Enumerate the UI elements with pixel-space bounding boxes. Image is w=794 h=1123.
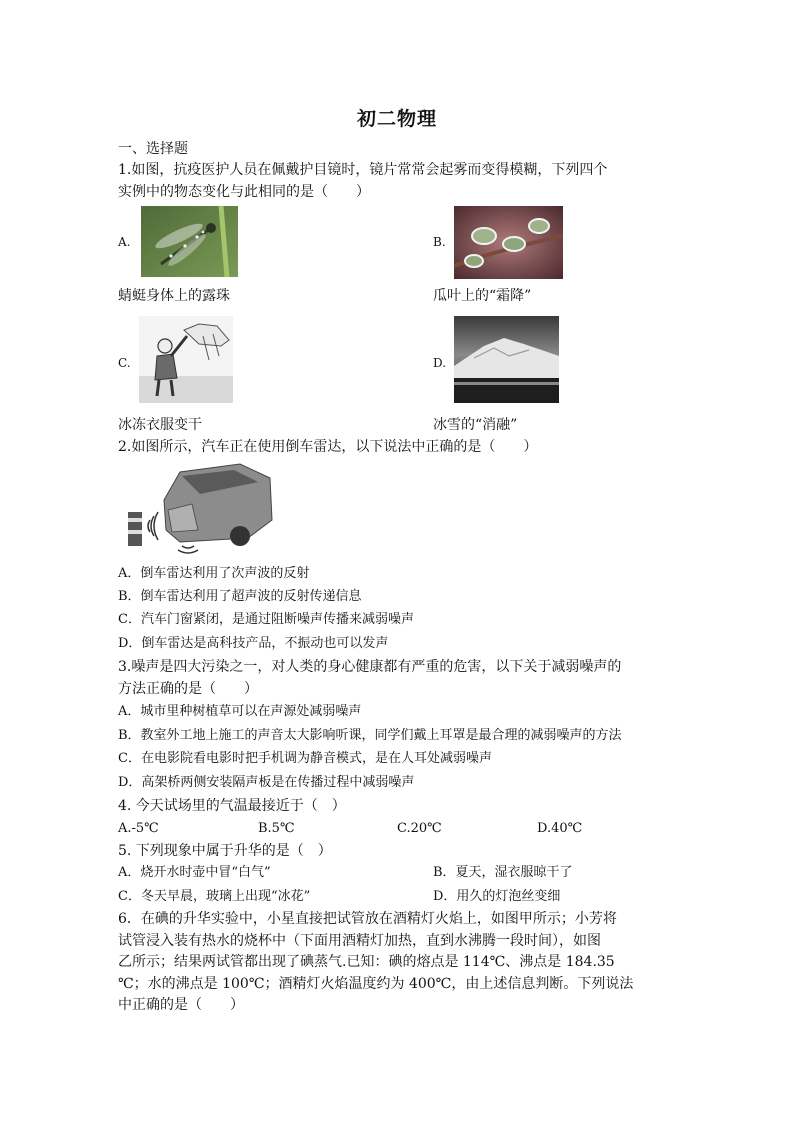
- q4-option-d: D.40℃: [537, 821, 583, 836]
- snow-mountain-photo: [454, 316, 559, 403]
- q5-option-b: B．夏天，湿衣服晾干了: [433, 865, 573, 880]
- q1-stem-line1: 1.如图，抗疫医护人员在佩戴护目镜时，镜片常常会起雾而变得模糊，下列四个: [118, 162, 608, 178]
- q3-option-c: C．在电影院看电影时把手机调为静音模式，是在人耳处减弱噪声: [118, 751, 492, 766]
- q1-option-b-letter: B.: [433, 235, 446, 249]
- q6-line3: 乙所示；结果两试管都出现了碘蒸气.已知：碘的熔点是 114℃、沸点是 184.35: [118, 954, 615, 970]
- page-title: 初二物理: [356, 108, 437, 130]
- q1-option-a-caption: 蜻蜓身体上的露珠: [118, 288, 230, 304]
- q2-option-b: B．倒车雷达利用了超声波的反射传递信息: [118, 589, 362, 604]
- q4-option-a: A.-5℃: [118, 821, 159, 836]
- q1-option-d-letter: D.: [433, 356, 447, 370]
- car-reversing-radar-drawing: [122, 460, 274, 556]
- q3-stem-line1: 3.噪声是四大污染之一，对人类的身心健康都有严重的危害，以下关于减弱噪声的: [118, 659, 622, 675]
- q5-option-a: A．烧开水时壶中冒“白气”: [118, 865, 271, 880]
- q4-stem: 4. 今天试场里的气温最接近于（ ）: [118, 798, 346, 814]
- q2-option-c: C．汽车门窗紧闭，是通过阻断噪声传播来减弱噪声: [118, 612, 414, 627]
- q1-option-c-caption: 冰冻衣服变干: [118, 417, 202, 433]
- frost-leaves-photo: [454, 206, 563, 279]
- q5-option-d: D．用久的灯泡丝变细: [433, 889, 561, 904]
- q2-option-a: A．倒车雷达利用了次声波的反射: [118, 566, 310, 581]
- q4-option-b: B.5℃: [258, 821, 295, 836]
- q6-line5: 中正确的是（ ）: [118, 997, 244, 1013]
- q6-line1: 6．在碘的升华实验中，小星直接把试管放在酒精灯火焰上，如图甲所示；小芳将: [118, 911, 617, 927]
- q3-option-a: A．城市里种树植草可以在声源处减弱噪声: [118, 704, 362, 719]
- dragonfly-photo: [141, 206, 238, 277]
- q1-option-d-caption: 冰雪的“消融”: [433, 417, 518, 433]
- q5-option-c: C．冬天早晨，玻璃上出现“冰花”: [118, 889, 311, 904]
- q4-option-c: C.20℃: [397, 821, 442, 836]
- q5-stem: 5. 下列现象中属于升华的是（ ）: [118, 843, 332, 859]
- q1-option-c-letter: C.: [118, 356, 131, 370]
- q2-stem: 2.如图所示，汽车正在使用倒车雷达，以下说法中正确的是（ ）: [118, 439, 538, 455]
- q1-option-b-caption: 瓜叶上的“霜降”: [433, 288, 532, 304]
- q3-option-b: B．教室外工地上施工的声音太大影响听课，同学们戴上耳罩是最合理的减弱噪声的方法: [118, 728, 622, 743]
- q1-option-a-letter: A.: [118, 235, 131, 249]
- q2-option-d: D．倒车雷达是高科技产品，不振动也可以发声: [118, 636, 389, 651]
- section-heading: 一、选择题: [118, 141, 188, 157]
- q3-stem-line2: 方法正确的是（ ）: [118, 681, 258, 697]
- q3-option-d: D．高架桥两侧安装隔声板是在传播过程中减弱噪声: [118, 775, 415, 790]
- q1-stem-line2: 实例中的物态变化与此相同的是（ ）: [118, 184, 370, 200]
- q6-line2: 试管浸入装有热水的烧杯中（下面用酒精灯加热，直到水沸腾一段时间），如图: [118, 933, 601, 949]
- q6-line4: ℃；水的沸点是 100℃；酒精灯火焰温度约为 400℃，由上述信息判断。下列说法: [118, 976, 634, 992]
- frozen-clothes-drawing: [139, 316, 233, 403]
